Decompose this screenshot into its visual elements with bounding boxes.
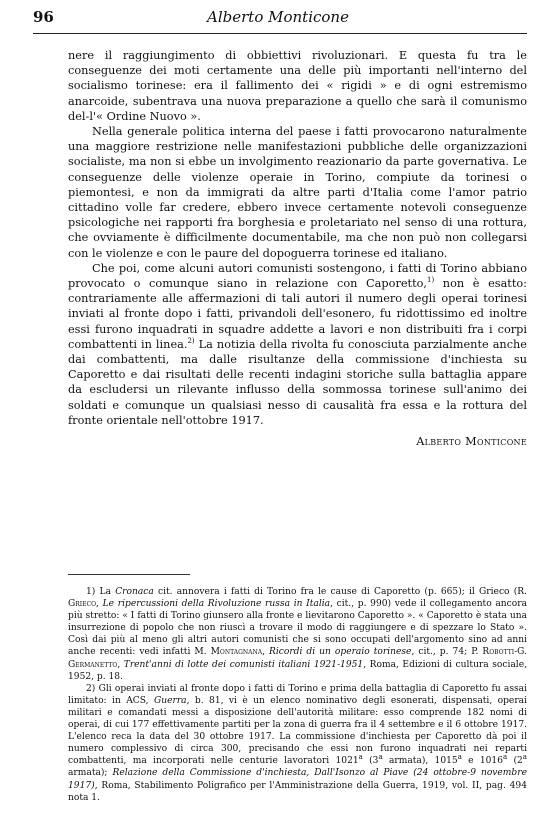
- ordinal-superscript: a: [378, 753, 383, 762]
- footnote-1-title: Ricordi di un operaio torinese: [269, 647, 412, 658]
- main-text: [68, 48, 527, 449]
- footnote-1-text: ,: [96, 599, 103, 610]
- footnote-2-text: armata);: [68, 768, 113, 779]
- footnote-rule: [68, 574, 190, 575]
- footnote-1-text: cit. annovera i fatti di Torino fra le cause di Caporetto (p. 665); il Grieco (R.: [153, 587, 527, 597]
- footnote-1-author: Robotti: [482, 647, 515, 658]
- ordinal-superscript: a: [502, 753, 508, 762]
- footnote-1-author: Grieco: [68, 599, 97, 610]
- footnote-1-author: Germanetto: [68, 659, 118, 670]
- footnote-2-text: (2: [507, 756, 523, 767]
- footnote-2-text: armata), 1015: [382, 756, 458, 767]
- footnote-2-title: Guerra: [153, 695, 187, 706]
- footnote-2-text: , Roma, Stabilimento Poligrafico per l'Amministrazione della Guerra, 1919, vol. II, pag. 494 nota 1.: [68, 780, 527, 803]
- paragraph-3-part-c: La notizia della rivolta fu conosciuta parzialmente anche dai combattenti, ma dalle risultanze della commissione d'inchiesta su Caporetto e dai risultati delle recenti indagini storiche sulla battaglia appare da escludersi un rilevante influsso della sommossa torinese sull'animo dei soldati e comunque un qualsiasi nesso di causalità fra essa e la rottura del fronte orientale nell'ottobre 1917.: [68, 337, 527, 427]
- page-header: [33, 8, 523, 30]
- footnote-1-title: Cronaca: [115, 587, 154, 597]
- footnote-2-text: Gli operai inviati al fronte dopo i fatti di Torino e prima della battaglia di Caporetto fu assai limitato: in ACS,: [68, 683, 527, 706]
- footnote-1: [68, 586, 527, 683]
- footnote-2-number: 2): [86, 683, 96, 694]
- footnote-2-text: , b. 81, vi è un elenco nominativo degli esonerati, dispensati, operai militari e comandati messi a disposizione dell'autorità militare: esso comprende 182 nomi di operai, di cui 177 effettivamente partiti per la zona di guerra fra il 4 settembre e il 6 ottobre 1917. L'elenco reca la data del 30 ottobre 1917. La commissione d'inchiesta per Caporetto dà poi il numero complessivo di circa 300, precisando che essi non furono inquadrati nei reparti combattenti, ma incorporati nelle centurie lavoratori 1021: [68, 695, 527, 767]
- paragraph-2: Nella generale politica interna del paese i fatti provocarono naturalmente una maggiore restrizione nelle manifestazioni pubbliche delle organizzazioni socialiste, ma non si ebbe un involgimento reazionario da parte governativa. Le conseguenze delle violenze operaie in Torino, compiute da torinesi o piemontesi, e non da immigrati da altre parti d'Italia come l'amor patrio cittadino volle far credere, ebbero invece certamente notevoli conseguenze psicologiche nei rapporti fra borghesia e proletariato nel senso di una rottura, che ovviamente è difficilmente documentabile, ma che non può non collegarsi con le violenze e con le paure del dopoguerra torinese ed italiano.: [68, 125, 527, 260]
- footnotes: [68, 586, 527, 804]
- ordinal-superscript: a: [358, 753, 363, 762]
- footnote-1-text: ,: [262, 647, 269, 658]
- footnote-1-text: , cit., p. 74; P.: [411, 647, 483, 658]
- footnote-2-text: (3: [362, 756, 379, 767]
- footnote-1-text: , Roma, Edizioni di cultura sociale, 1952, p. 18.: [68, 659, 527, 682]
- ordinal-superscript: a: [457, 753, 462, 762]
- footnote-1-text: La: [95, 587, 116, 597]
- footnote-2-text: e 1016: [461, 756, 503, 767]
- footnote-ref-1: 1): [427, 276, 435, 285]
- running-title: Alberto Monticone: [207, 8, 349, 26]
- footnote-1-title: Trent'anni di lotte dei comunisti italiani 1921-1951: [123, 659, 364, 670]
- paragraph-3-part-a: Che poi, come alcuni autori comunisti sostengono, i fatti di Torino abbiano provocato o comunque siano in relazione con Caporetto,: [68, 261, 527, 291]
- footnote-2: [68, 683, 527, 804]
- footnote-1-number: 1): [86, 587, 96, 597]
- paragraph-3: [68, 261, 527, 428]
- footnote-1-text: ,: [117, 659, 124, 670]
- footnote-1-text: -G.: [514, 647, 527, 658]
- paragraph-3-part-b: non è esatto: contrariamente alle affermazioni di tali autori il numero degli operai torinesi inviati al fronte dopo i fatti, privandoli dell'esonero, fu ridottissimo ed inoltre essi furono inquadrati in squadre addette a lavori e non distribuiti fra i corpi combattenti in linea.: [68, 277, 527, 351]
- footnote-1-text: , cit., p. 990) vede il collegamento ancora più stretto: « I fatti di Torino giunsero alla fronte e lievitarono Caporetto ». « Caporetto è stata una insurrezione di popolo che non riuscì a trovare il modo di raggiungere e di spezzare lo Stato ». Così dai più al meno gli altri autori comunisti che si sono occupati dell'argomento sino ad anni anche recenti: vedi infatti M.: [68, 599, 527, 658]
- footnote-1-title: Le ripercussioni della Rivoluzione russa in Italia: [102, 599, 331, 610]
- paragraph-1: nere il raggiungimento di obbiettivi rivoluzionari. E questa fu tra le conseguenze dei moti certamente una delle più importanti nell'interno del socialismo torinese: era il fallimento dei « rigidi » e di ogni estremismo anarcoide, subentrava una nuova preparazione a quello che sarà il comunismo del-l'« Ordine Nuovo ».: [68, 49, 527, 123]
- author-signature: Alberto Monticone: [416, 435, 527, 449]
- ordinal-superscript: a: [522, 753, 527, 762]
- header-rule: [33, 33, 527, 34]
- page-number: 96: [33, 8, 54, 26]
- footnote-1-author: Montagnana: [210, 647, 263, 658]
- footnote-2-title: Relazione della Commissione d'inchiesta, Dall'Isonzo al Piave (24 ottobre-9 novembre 1917): [68, 768, 527, 791]
- footnote-ref-2: 2): [187, 337, 195, 346]
